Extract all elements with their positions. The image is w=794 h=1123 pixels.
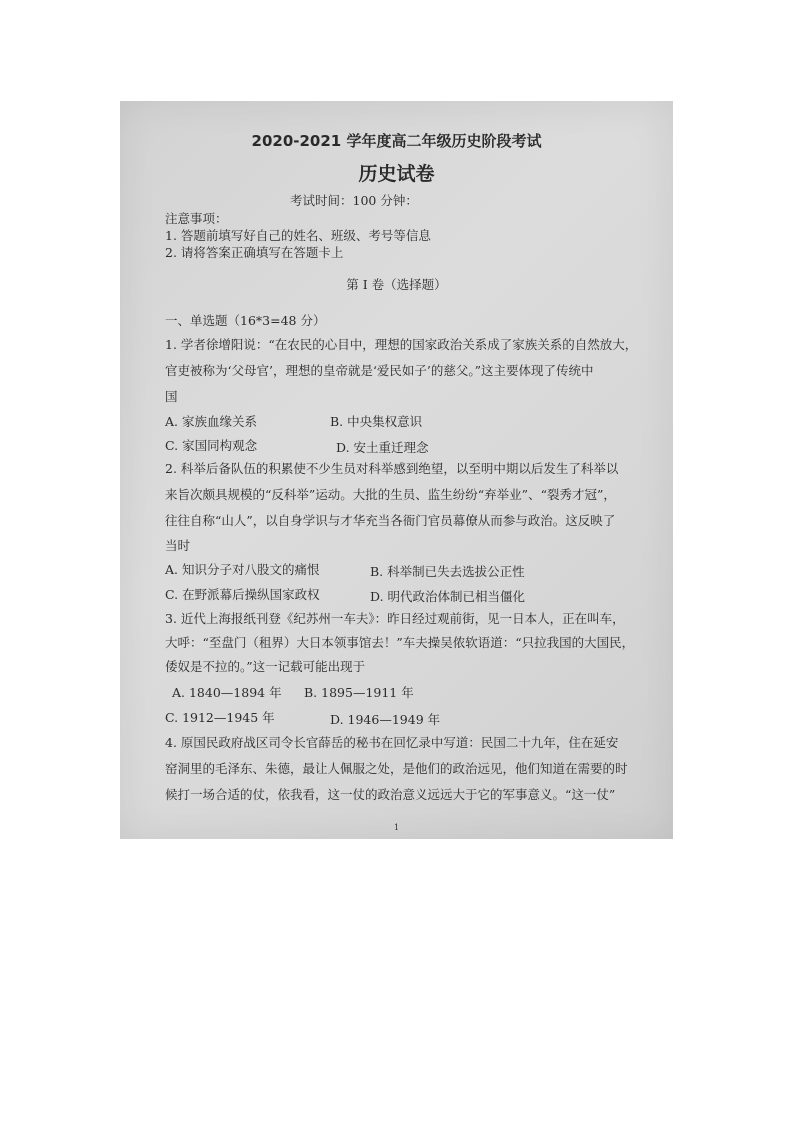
q4-stem-line-1: 4. 原国民政府战区司令长官薛岳的秘书在回忆录中写道：民国二十九年，住在延安 xyxy=(165,735,619,750)
exam-time: 考试时间：100 分钟： xyxy=(290,193,418,208)
exam-title: 2020-2021 学年度高二年级历史阶段考试 xyxy=(251,132,542,150)
q1-option-b: B. 中央集权意识 xyxy=(330,414,423,429)
q2-option-d: D. 明代政治体制已相当僵化 xyxy=(370,589,526,604)
q2-option-c: C. 在野派幕后操纵国家政权 xyxy=(165,587,320,602)
q1-stem-line-2: 官吏被称为‘父母官’，理想的皇帝就是‘爱民如子’的慈父。”这主要体现了传统中 xyxy=(165,363,594,378)
q3-option-b: B. 1895—1911 年 xyxy=(304,685,414,700)
q2-option-a: A. 知识分子对八股文的痛恨 xyxy=(165,562,320,577)
q2-stem-line-2: 来旨次颇具规模的“反科举”运动。大批的生员、监生纷纷“弃举业”、“裂秀才冠”， xyxy=(165,487,616,502)
q3-option-a: A. 1840—1894 年 xyxy=(172,685,282,700)
q4-stem-line-3: 候打一场合适的仗，依我看，这一仗的政治意义远远大于它的军事意义。“这一仗” xyxy=(165,787,616,802)
exam-paper-photo xyxy=(120,101,673,839)
section-title: 第 I 卷（选择题） xyxy=(346,277,447,292)
q2-stem-line-1: 2. 科举后备队伍的积累使不少生员对科举感到绝望，以至明中期以后发生了科举以 xyxy=(165,461,619,476)
exam-subtitle: 历史试卷 xyxy=(358,163,435,185)
q3-stem-line-2: 大呼：“至盘门（租界）大日本领事馆去！”车夫操吴侬软语道：“只拉我国的大国民， xyxy=(165,635,635,650)
notes-heading: 注意事项： xyxy=(165,211,228,226)
q1-stem-line-1: 1. 学者徐增阳说：“在农民的心目中，理想的国家政治关系成了家族关系的自然放大， xyxy=(165,337,638,352)
q1-option-c: C. 家国同构观念 xyxy=(165,438,258,453)
q3-stem-line-1: 3. 近代上海报纸刊登《纪苏州一车夫》：昨日经过观前街，见一日本人，正在叫车， xyxy=(165,611,625,626)
part-title: 一、单选题（16*3=48 分） xyxy=(165,313,326,328)
q1-option-d: D. 安土重迁理念 xyxy=(336,440,429,455)
q2-option-b: B. 科举制已失去选拔公正性 xyxy=(370,564,525,579)
note-2: 2. 请将答案正确填写在答题卡上 xyxy=(165,245,344,260)
note-1: 1. 答题前填写好自己的姓名、班级、考号等信息 xyxy=(165,228,431,243)
q4-stem-line-2: 窑洞里的毛泽东、朱德，最让人佩服之处，是他们的政治远见，他们知道在需要的时 xyxy=(165,761,628,776)
q2-stem-line-4: 当时 xyxy=(165,538,191,553)
q1-stem-line-3: 国 xyxy=(165,389,178,404)
q1-option-a: A. 家族血缘关系 xyxy=(165,414,257,429)
q3-stem-line-3: 倭奴是不拉的。”这一记载可能出现于 xyxy=(165,659,366,674)
q3-option-d: D. 1946—1949 年 xyxy=(330,712,441,727)
page-number: 1 xyxy=(393,823,400,832)
q3-option-c: C. 1912—1945 年 xyxy=(165,710,275,725)
q2-stem-line-3: 往往自称“山人”，以自身学识与才华充当各衙门官员幕僚从而参与政治。这反映了 xyxy=(165,513,616,528)
